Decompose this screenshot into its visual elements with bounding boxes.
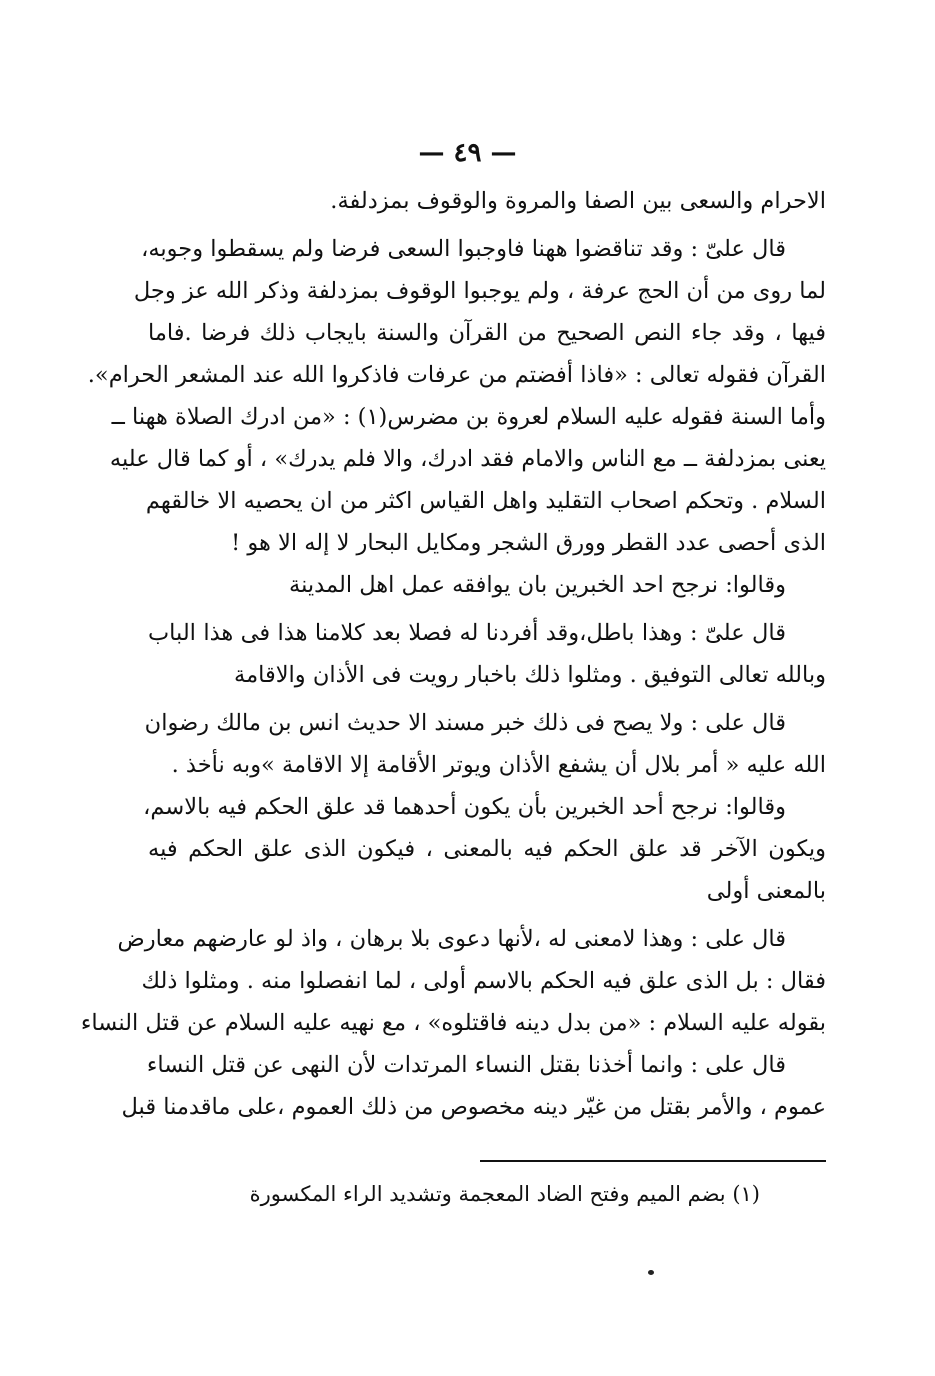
footnote: (١) بضم الميم وفتح الضاد المعجمة وتشديد الراء المكسورة [249, 1182, 760, 1206]
footnote-divider [480, 1160, 826, 1162]
text-line: فقال : بل الذى علق فيه الحكم بالاسم أولى ، لما انفصلوا منه . ومثلوا ذلك [141, 968, 826, 994]
text-line: قال على : وهذا لامعنى له ،لأنها دعوى بلا برهان ، واذ لو عارضهم معارض [117, 926, 786, 952]
text-line: الاحرام والسعى بين الصفا والمروة والوقوف بمزدلفة. [330, 188, 826, 214]
text-line: يعنى بمزدلفة ــ مع الناس والامام فقد ادرك، والا فلم يدرك» ، أو كما قال عليه [109, 446, 826, 472]
text-line: السلام . وتحكم اصحاب التقليد واهل القياس اكثر من ان يحصيه الا خالقهم [145, 488, 826, 514]
text-line: القرآن فقوله تعالى : «فاذا أفضتم من عرفات فاذكروا الله عند المشعر الحرام». [87, 362, 826, 388]
text-line: قال علىّ : وقد تناقضوا ههنا فاوجبوا السعى فرضا ولم يسقطوا وجوبه، [141, 236, 786, 262]
text-line: الذى أحصى عدد القطر وورق الشجر ومكايل البحار لا إله الا هو ! [231, 530, 826, 556]
text-line: عموم ، والأمر بقتل من غيّر دينه مخصوص من ذلك العموم ،على ماقدمنا قبل [121, 1094, 826, 1120]
text-line: فيها ، وقد جاء النص الصحيح من القرآن والسنة بايجاب ذلك فرضا .فاما [148, 320, 826, 346]
text-line: بالمعنى أولى [706, 878, 826, 904]
text-line: قال على : ولا يصح فى ذلك خبر مسند الا حديث انس بن مالك رضوان [144, 710, 786, 736]
text-line: وبالله تعالى التوفيق . ومثلوا ذلك باخبار رويت فى الأذان والاقامة [234, 662, 826, 688]
page-number: — ٤٩ — [418, 138, 517, 168]
text-line: الله عليه « أمر بلال أن يشفع الأذان ويوتر الأقامة إلا الاقامة »وبه نأخذ . [171, 752, 826, 778]
main-text [80, 180, 826, 1128]
text-line: قال علىّ : وهذا باطل،وقد أفردنا له فصلا بعد كلامنا هذا فى هذا الباب [148, 620, 786, 646]
text-line: وقالوا: نرجح احد الخبرين بان يوافقه عمل اهل المدينة [289, 572, 786, 598]
text-line: وقالوا: نرجح أحد الخبرين بأن يكون أحدهما قد علق الحكم فيه بالاسم، [143, 794, 786, 820]
print-speck [648, 1270, 654, 1275]
text-line: ويكون الآخر قد علق الحكم فيه بالمعنى ، فيكون الذى علق الحكم فيه [148, 836, 826, 862]
text-line: بقوله عليه السلام : «من بدل دينه فاقتلوه» ، مع نهيه عليه السلام عن قتل النساء [80, 1010, 826, 1036]
text-line: لما روى من أن الحج عرفة ، ولم يوجبوا الوقوف بمزدلفة وذكر الله عز وجل [133, 278, 826, 304]
text-line: وأما السنة فقوله عليه السلام لعروة بن مضرس(١) : «من ادرك الصلاة ههنا ــ [111, 404, 826, 430]
text-line: قال على : وانما أخذنا بقتل النساء المرتدات لأن النهى عن قتل النساء [146, 1052, 786, 1078]
